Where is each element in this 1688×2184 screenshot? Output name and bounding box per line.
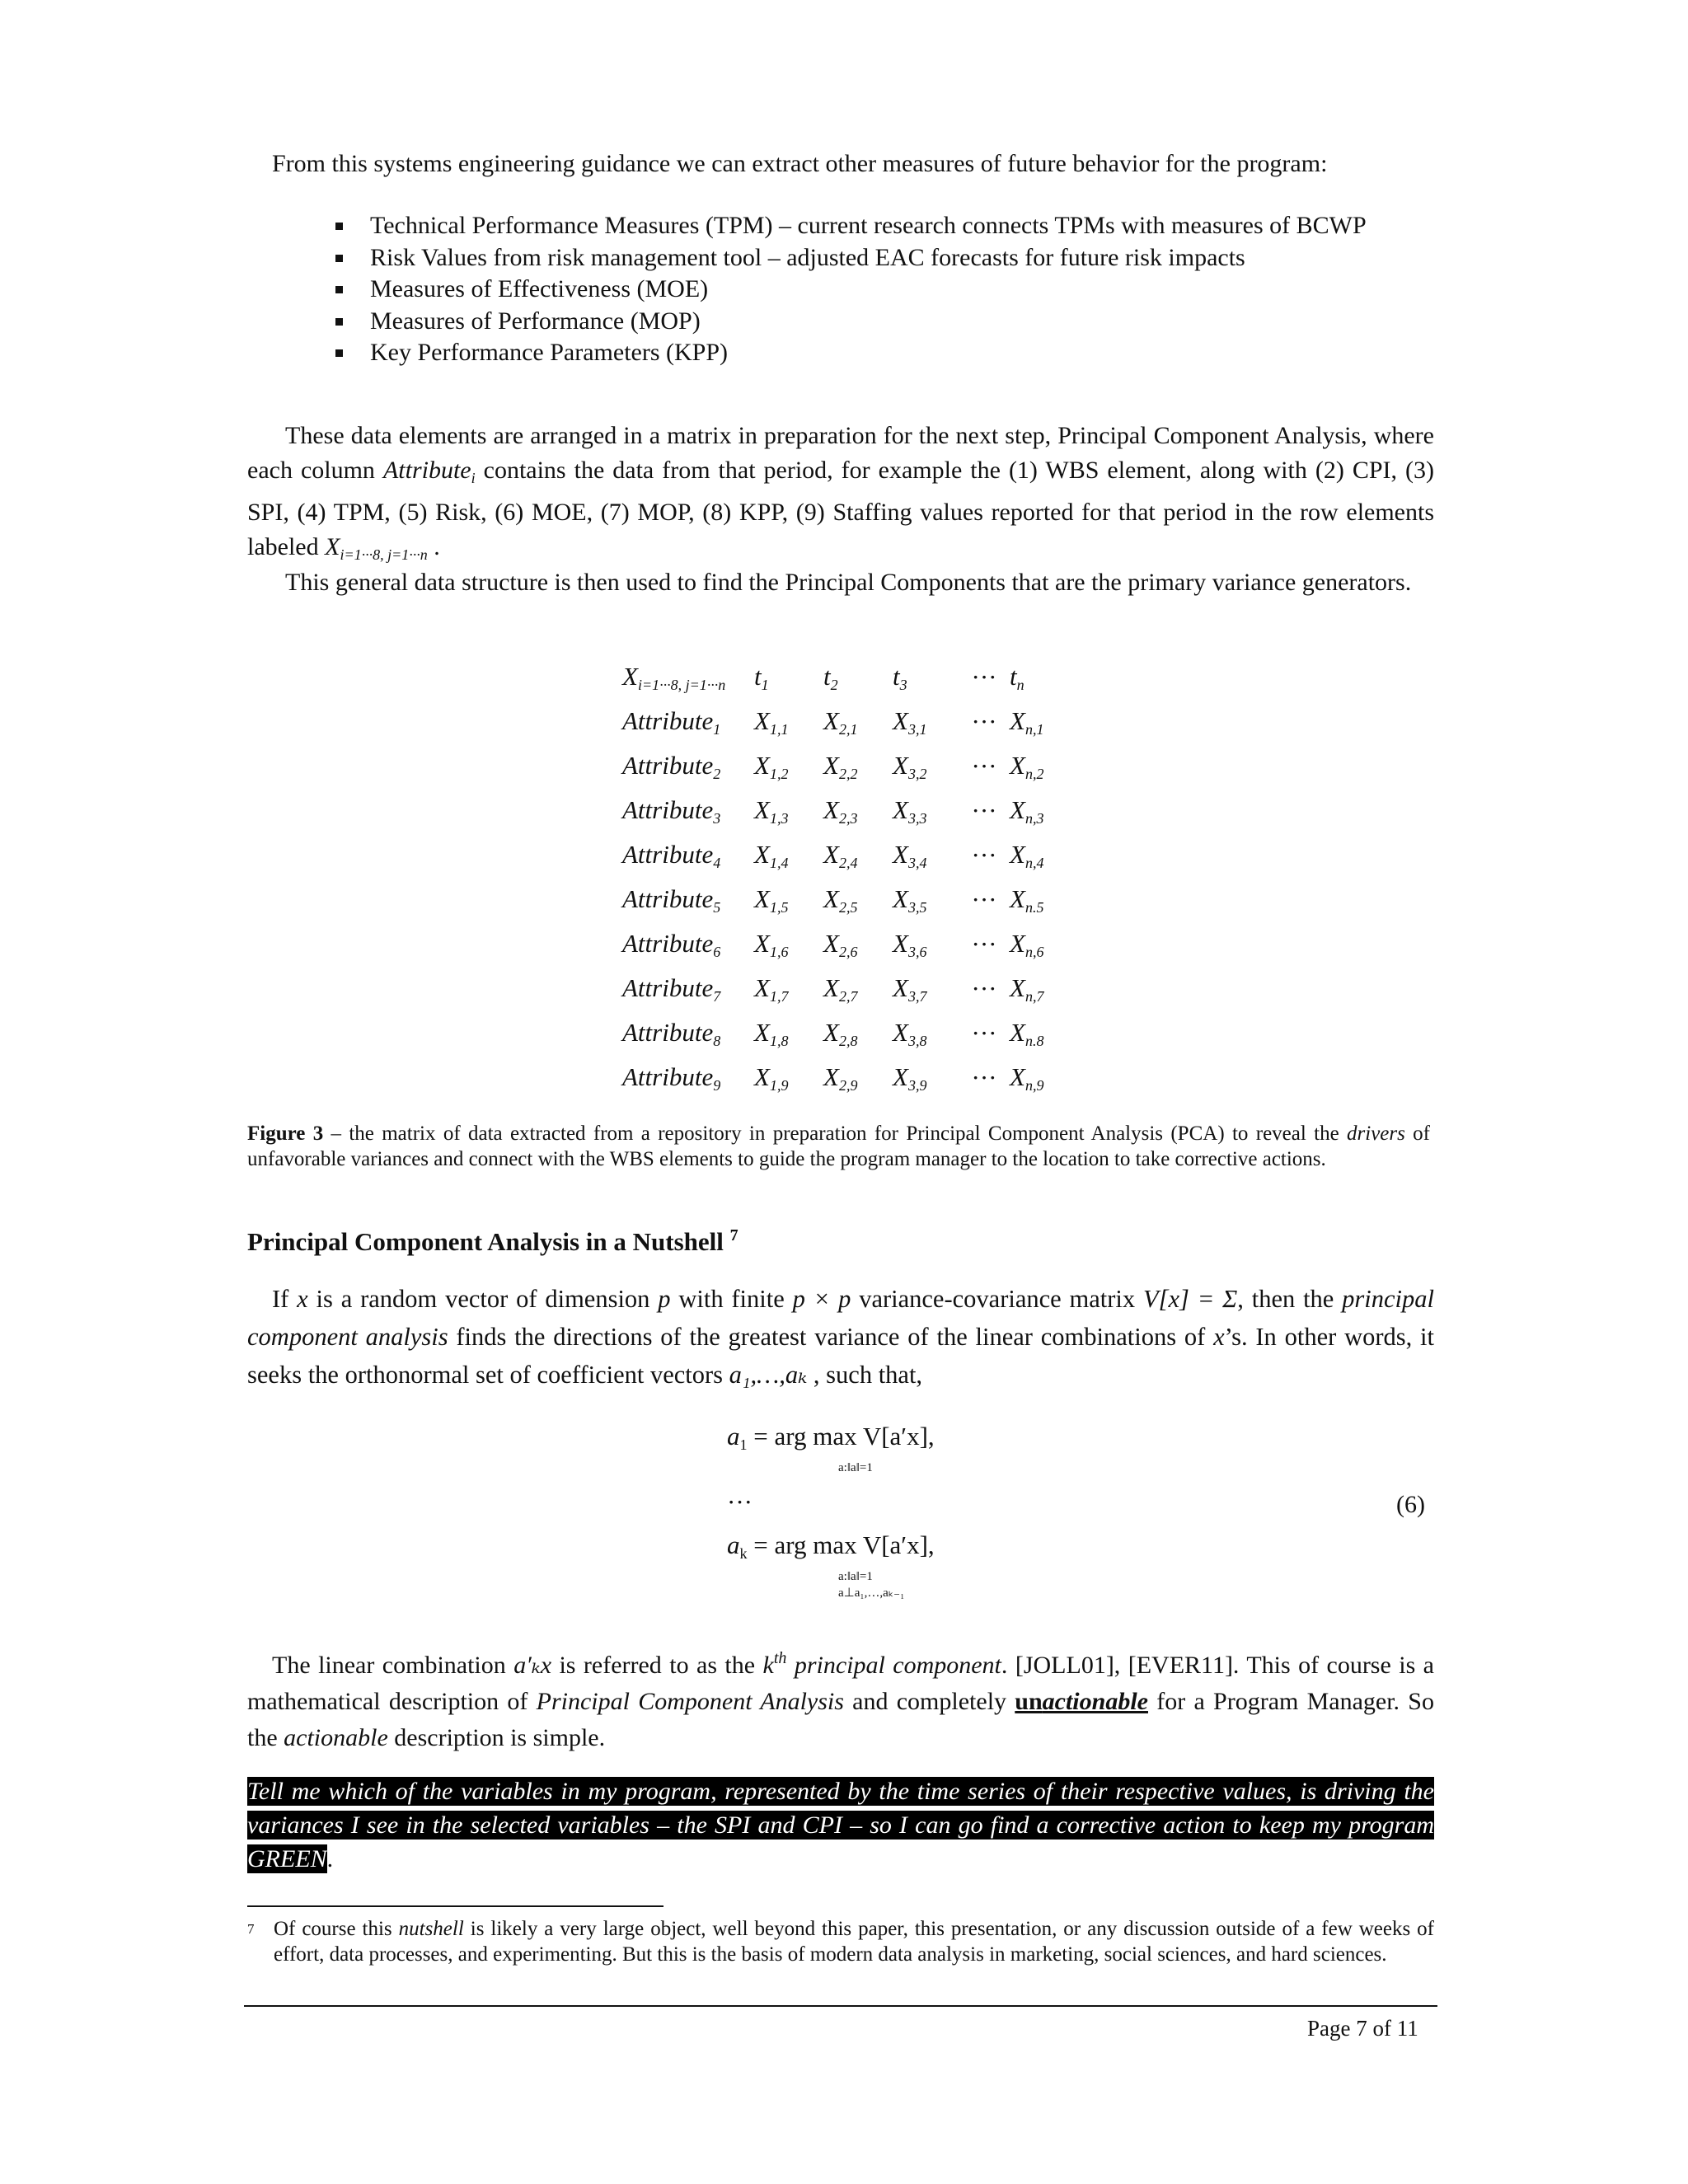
pca-definition-paragraph: If x is a random vector of dimension p with finite p × p variance-covariance matrix V[x] = Σ, then the principal component analysis finds the directions of the greatest variance of the linear combinations of x’s. In other words, it seeks the orthonormal set of coefficient vectors a₁,…,aₖ , such that,: [247, 1285, 1434, 1389]
data-matrix: [622, 655, 1076, 1100]
matrix-cell: X3,3: [893, 794, 927, 827]
matrix-ellipsis: ···: [971, 974, 997, 1003]
footnote-body: Of course this nutshell is likely a very large object, well beyond this paper, this presentation, or any discussion outside of a few weeks of effort, data processes, and experimenting. But this is the basis of modern data analysis in marketing, social sciences, and hard sciences.: [274, 1918, 1434, 1966]
pca-actionable-paragraph: The linear combination a′ₖx is referred to as the $k^{th}$ principal component. [JOLL01], [EVER11]. This of course is a mathematical description of Principal Component Analysis and completely unactionable for a Program Manager. So the actionable description is simple.: [247, 1649, 1434, 1751]
matrix-cell: X1,5: [754, 883, 789, 916]
matrix-cell: Xn,4: [1010, 839, 1044, 871]
matrix-cell: Xn,9: [1010, 1062, 1044, 1094]
equation-constraint-2b: a⊥a₁,…,aₖ₋₁: [838, 1586, 905, 1600]
equation-line-1: $a_1$ = arg max V[a′x],: [727, 1422, 935, 1453]
matrix-row: [622, 700, 1076, 744]
matrix-cell: Xn,1: [1010, 705, 1044, 738]
matrix-cell: X1,1: [754, 705, 789, 738]
matrix-cell: X3,6: [893, 928, 927, 960]
matrix-cell: X2,1: [823, 705, 858, 738]
bullet-item: Measures of Performance (MOP): [334, 306, 1426, 338]
matrix-cell: X1,2: [754, 750, 789, 782]
matrix-cell: Xn.5: [1010, 883, 1044, 916]
matrix-cell: X2,3: [823, 794, 858, 827]
matrix-cell: X2,7: [823, 972, 858, 1005]
footnote-number: 7: [247, 1921, 255, 1937]
matrix-row-label: Attribute5: [622, 883, 721, 916]
variance-generators-paragraph: This general data structure is then used to find the Principal Components that are the primary variance generators.: [285, 569, 1412, 596]
matrix-row-label: Attribute8: [622, 1017, 721, 1049]
footnote: [247, 1916, 1434, 1967]
matrix-header-row: [622, 655, 1076, 700]
matrix-ellipsis: ···: [971, 752, 997, 780]
matrix-row: [622, 744, 1076, 789]
matrix-row: [622, 789, 1076, 833]
matrix-cell: X3,9: [893, 1062, 927, 1094]
matrix-row-label: Attribute4: [622, 839, 721, 871]
matrix-cell: Xn,3: [1010, 794, 1044, 827]
matrix-description-paragraph: These data elements are arranged in a matrix in preparation for the next step, Principal Component Analysis, where each column Attribute$_i$ contains the data from that period, for example the (1) WBS element, along with (2) CPI, (3) SPI, (4) TPM, (5) Risk, (6) MOE, (7) MOP, (8) KPP, (9) Staffing values reported for that period in the row elements labeled $X_{i=1\cdot\cdot\cdot 8, j=1\cdot\cdot\cdot n}$ .: [247, 422, 1435, 563]
matrix-cell: X1,4: [754, 839, 789, 871]
matrix-cell: X3,7: [893, 972, 927, 1005]
highlighted-callout: Tell me which of the variables in my program, represented by the time series of their respective values, is driving the variances I see in the selected variables – the SPI and CPI – so I can go find a corrective action to keep my program GREEN.: [247, 1778, 1434, 1872]
matrix-time-header: t3: [893, 661, 907, 693]
matrix-row: [622, 922, 1076, 967]
matrix-cell: Xn,2: [1010, 750, 1044, 782]
matrix-ellipsis: ···: [971, 663, 997, 691]
section-heading: Principal Component Analysis in a Nutshell $^7$: [247, 1226, 738, 1256]
matrix-cell: X3,1: [893, 705, 927, 738]
matrix-row: [622, 833, 1076, 878]
matrix-ellipsis: ···: [971, 1019, 997, 1047]
matrix-cell: X1,8: [754, 1017, 789, 1049]
matrix-row-label: Attribute7: [622, 972, 721, 1005]
matrix-row-label: Attribute2: [622, 750, 721, 782]
equation-number: (6): [1396, 1491, 1425, 1518]
matrix-time-header: tn: [1010, 661, 1025, 693]
equation-constraint-1: a:‖a‖=1: [838, 1461, 873, 1474]
matrix-cell: Xn,7: [1010, 972, 1044, 1005]
matrix-ellipsis: ···: [971, 930, 997, 958]
matrix-ellipsis: ···: [971, 841, 997, 869]
page-number: Page 7 of 11: [1307, 2016, 1418, 2041]
equation-ellipsis: ···: [727, 1488, 753, 1516]
matrix-ellipsis: ···: [971, 707, 997, 736]
bullet-item: Measures of Effectiveness (MOE): [334, 274, 1426, 306]
matrix-time-header: t1: [754, 661, 769, 693]
matrix-cell: X1,6: [754, 928, 789, 960]
matrix-row: [622, 878, 1076, 922]
matrix-row: [622, 1056, 1076, 1100]
footer-divider: [244, 2005, 1437, 2007]
matrix-row-label: Attribute3: [622, 794, 721, 827]
footnote-reference: 7: [729, 1226, 738, 1244]
matrix-corner-label: Xi=1···8, j=1···n: [622, 661, 726, 693]
intro-text: From this systems engineering guidance we can extract other measures of future behavior for the program:: [272, 150, 1328, 177]
matrix-row: [622, 1011, 1076, 1056]
bullet-item: Technical Performance Measures (TPM) – current research connects TPMs with measures of BCWP: [334, 210, 1426, 242]
matrix-cell: X3,4: [893, 839, 927, 871]
matrix-cell: X2,8: [823, 1017, 858, 1049]
matrix-cell: X2,6: [823, 928, 858, 960]
matrix-cell: X2,4: [823, 839, 858, 871]
matrix-ellipsis: ···: [971, 796, 997, 825]
matrix-row-label: Attribute9: [622, 1062, 721, 1094]
matrix-ellipsis: ···: [971, 885, 997, 914]
matrix-row: [622, 967, 1076, 1011]
equation-constraint-2a: a:‖a‖=1: [838, 1570, 873, 1583]
matrix-cell: X2,9: [823, 1062, 858, 1094]
matrix-cell: X2,2: [823, 750, 858, 782]
matrix-cell: X1,7: [754, 972, 789, 1005]
matrix-cell: X3,5: [893, 883, 927, 916]
bullet-item: Key Performance Parameters (KPP): [334, 337, 1426, 369]
bullet-item: Risk Values from risk management tool – adjusted EAC forecasts for future risk impacts: [334, 242, 1426, 274]
footnote-divider: [247, 1905, 663, 1907]
matrix-cell: X2,5: [823, 883, 858, 916]
matrix-row-label: Attribute1: [622, 705, 721, 738]
matrix-cell: X1,9: [754, 1062, 789, 1094]
matrix-cell: Xn,6: [1010, 928, 1044, 960]
matrix-cell: X3,8: [893, 1017, 927, 1049]
matrix-cell: X1,3: [754, 794, 789, 827]
figure-caption: Figure 3 – the matrix of data extracted from a repository in preparation for Principal Component Analysis (PCA) to reveal the drivers of unfavorable variances and connect with the WBS elements to guide the program manager to the location to take corrective actions.: [247, 1122, 1430, 1170]
intro-paragraph: [247, 148, 1434, 180]
matrix-row-label: Attribute6: [622, 928, 721, 960]
measures-bullet-list: [334, 210, 1426, 369]
matrix-time-header: t2: [823, 661, 838, 693]
matrix-ellipsis: ···: [971, 1063, 997, 1092]
equation-line-2: $a_k$ = arg max V[a′x],: [727, 1530, 935, 1562]
matrix-cell: X3,2: [893, 750, 927, 782]
matrix-cell: Xn.8: [1010, 1017, 1044, 1049]
